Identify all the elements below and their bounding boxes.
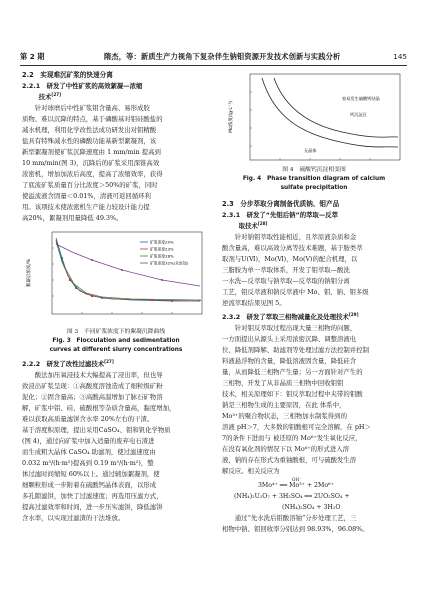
figure-3 <box>22 228 210 328</box>
subsection-heading: 2.3.2 研发了萃取三相物减量化及处理技术[29] <box>222 311 359 321</box>
text-line: 新型絮凝剂使矿浆沉降速度由 1 mm/min 提高到 <box>22 148 161 156</box>
text-line: 技术，相关原理如下：钼反萃取过程中夹带的钼酸 <box>222 390 363 398</box>
text-line: 溶液 pH＞7，大多数的钼酸根可完全溶解，在 pH＞ <box>222 423 371 431</box>
paragraph <box>22 370 210 524</box>
phase-diagram <box>222 70 406 166</box>
text-line: 细颗粒形成一步附着在硫酸钙晶体表面，以形成 <box>22 481 157 489</box>
subsection-heading: 2.2.2 研发了改性过滤技术[27] <box>22 358 114 368</box>
text-line: 了底流矿浆质量百分比浓度＞50%的矿浆，同时 <box>22 181 158 189</box>
right-column <box>222 70 406 535</box>
text-line: 相物中钠、钼回收率分别达到 98.93%，96.08%。 <box>222 525 369 533</box>
text-line: 致浸出矿浆呈现：①高酸度溶蚀造成了细粒级矿粉 <box>22 382 163 390</box>
text-line: 酸法加压氧浸技术大幅提高了浸出率，但也导 <box>34 371 163 379</box>
text-line: 位、降低剂降解、助滤剂等处理过滤方法控制并控制 <box>222 346 369 354</box>
header-rule <box>20 65 407 66</box>
equation-2: (NH₄)₂U₂O₇ + 3H₂SO₄ ══ 2UO₂SO₄ + <box>234 493 350 500</box>
figure-4-caption-cn: 图 4 硫酸钙沉淀相变图 <box>282 167 346 173</box>
text-line: 酸含量高，难以高效分离等技术难题，基于胺类萃 <box>222 244 363 252</box>
curve-28 <box>56 239 200 300</box>
text-line: 钠是三相物生成的主要原因，在此 体系中， <box>222 401 346 409</box>
paragraph <box>222 513 406 535</box>
text-line: 高20%，絮凝剂用量降低 49.3%。 <box>22 214 123 222</box>
figure-3-caption-en-1: Fig. 3 Flocculation and sedimentation <box>52 338 180 344</box>
section-heading: 2.2 实现难沉矿浆的快速分离 <box>22 71 113 79</box>
section-heading: 2.3 分步萃取分离制备优质钠、钼产品 <box>222 200 340 208</box>
text-line: 基于溶度积原理，提出采用CaSO₄、钼和钒化学物质 <box>22 426 171 434</box>
text-line: 逆流萃取结果见图 5。 <box>222 299 286 307</box>
chart-legend <box>140 240 188 266</box>
text-line: 多孔隙滤饼，加快了过滤速度；再选用压滤方式， <box>22 492 163 500</box>
text-line: 三相物，开发了从非晶质三相物中回收钼钼 <box>222 379 344 387</box>
text-line: 减水机理，利用化学改性法成功研发出对钼精酸 <box>22 126 157 134</box>
subsection-heading: 2.2.1 研发了中性矿浆的高效絮凝—浓缩 <box>22 82 143 90</box>
text-line: 取剂与U(Ⅵ)，Mo(Ⅵ)，Mo(Ⅴ)的配合机理，以 <box>222 255 358 263</box>
text-line: 一方面提出从源头上采用浓密沉降、调整溶液电 <box>222 335 357 343</box>
curve-23 <box>56 240 200 301</box>
citation-ref: [28] <box>257 220 268 226</box>
y-axis-label: 絮凝后浓度/% <box>27 258 32 288</box>
subsection-heading-cont: 取技术[28] <box>238 220 268 230</box>
text-line: 含水率，以实现过滤渣的干法堆放。 <box>22 514 125 522</box>
legend-item: 矿浆浓度28% <box>150 253 174 259</box>
equation-3: (NH₄)₂SO₄ + 3H₂O <box>282 504 341 511</box>
legend-item: 矿浆浓度23% <box>150 246 174 252</box>
legend-item: 矿浆浓度32%(未添加) <box>150 260 188 266</box>
text-line: 难以获取高质量滤饼含水率 20%左右的干渣。 <box>22 415 154 423</box>
subsection-heading-cont: 技术[27] <box>38 91 62 101</box>
citation-ref: [27] <box>104 358 114 364</box>
text-line: 通过“先水洗后钼酸溶铀”分步处理工艺，三 <box>234 514 357 522</box>
left-column <box>22 70 210 524</box>
text-line: 使溢流液含固量＜0.01%，清液可返回循环利 <box>22 192 151 200</box>
text-line: 质物、难以沉降的特点，基于磷酸基对钼硅酸盐的 <box>22 115 163 123</box>
text-line: 解，矿浆中铝、硅、硫酸根等杂质含量高，黏度增加， <box>22 404 176 412</box>
curve-20 <box>56 238 200 301</box>
y-axis-label: Mo浓度/(g·L⁻¹) <box>229 101 234 133</box>
equation-condition: OH⁻ <box>292 477 302 482</box>
region-label: 无晶体 <box>304 148 317 153</box>
text-line: Mo³⁺的聚合物状态，三相物加水制浆得到的 <box>222 412 347 420</box>
text-line: 量，从而降低三相物产生量；另一方面针对产生的 <box>222 368 363 376</box>
citation-ref: [27] <box>51 91 62 97</box>
legend-item: 矿浆浓度20% <box>150 239 174 245</box>
citation-ref: [29] <box>348 311 359 317</box>
figure-4-caption-en-1: Fig. 4 Phase transition diagram of calcium <box>242 176 386 182</box>
figure-4 <box>222 70 406 166</box>
text-line: 工艺，钼反萃液和钠反萃液中 Mo、钼、钠、钼多级 <box>222 288 369 296</box>
text-line: 一水洗—反萃取与钠萃取—反萃取的钠钼分离 <box>222 277 350 285</box>
text-line: 10 mm/min(图 3)，沉降后的矿浆采用深锥高效 <box>22 159 160 167</box>
text-line: 盐具有特殊减水性的磷酸功能基新型絮凝剂，该 <box>22 137 157 145</box>
paragraph <box>22 103 210 224</box>
paragraph <box>222 323 406 477</box>
figure-3-caption-en-2: curves at different slurry concentrations <box>49 347 183 353</box>
text-line: 在没有氧化剂的情况下以 Mo⁶⁺的形式进入溶 <box>222 445 349 453</box>
text-line: 液，钠的存在形式为重铀酸根，可与硫酸发生溶 <box>222 456 357 464</box>
running-title: 隋杰，等：新质生产力视角下复杂伴生钠钼资源开发技术创新与实践分析 <box>104 52 341 61</box>
text-line: 而生成粗大晶体 CaSO₄ 助滤剂，使过滤速度由 <box>22 448 156 456</box>
text-line: 针对球磨后中性矿浆钼含量高、易形成胶 <box>34 104 150 112</box>
running-header <box>20 50 407 64</box>
text-line: 针对钠钼萃取性能相近，且萃原液杂质和金 <box>234 233 357 241</box>
text-line: 解反应。相关反应为 <box>222 467 280 475</box>
text-line: 0.032 m³/(h·m²)提高到 0.19 m³/(h·m²)，整 <box>22 459 154 467</box>
equation-1: OH⁻ 3Mo⁴⁺ ══ Mo³⁺ + 2Mo⁶⁺ <box>222 477 406 491</box>
boundary-curve-2 <box>274 78 398 137</box>
region-label: 容易发生硫酸钙结晶 <box>342 96 380 101</box>
figure-3-caption-cn: 图 3 不同矿浆浓度下的絮凝沉降曲线 <box>66 329 166 335</box>
text-line: 体过滤时间缩短 60%以上。通过辅加絮凝剂，使 <box>22 470 160 478</box>
figure-4-caption-en-2: sulfate precipitation <box>280 185 348 191</box>
page-number: 145 <box>393 52 407 61</box>
text-line: 三脂胺为单一萃取体系，开发了钼萃取—酸洗 <box>222 266 350 274</box>
subsection-heading: 2.3.1 研发了“先钼后钠”的萃取—反萃 <box>222 211 339 219</box>
text-line: 用。该项技术使浓密机生产能力较设计能力提 <box>22 203 150 211</box>
issue-number: 第 2 期 <box>20 52 45 61</box>
paragraph <box>222 232 406 309</box>
text-line: 提高过滤效率和时间，进一步压实滤饼，降低滤饼 <box>22 503 163 511</box>
text-line: 料液悬浮物的含量，降低溶液固含量，降低硅含 <box>222 357 357 365</box>
text-line: 针对钼反萃取过程出现大量三相物的问题， <box>234 324 357 332</box>
text-line: (图 4)，通过向矿浆中加入适量的废弃电石渣进 <box>22 437 155 445</box>
text-line: 泥化；②固含量高；③高酸高温增加了脉石矿物溶 <box>22 393 163 401</box>
text-line: 7的条件下进而与 被还原的 Mo⁶⁺发生氧化反应， <box>222 434 362 442</box>
region-label: 钙沉淀区 <box>350 112 367 117</box>
text-line: 浓密机，增加加浓后高度，提高了浓缩效率，获得 <box>22 170 163 178</box>
flocculation-chart <box>22 228 210 328</box>
